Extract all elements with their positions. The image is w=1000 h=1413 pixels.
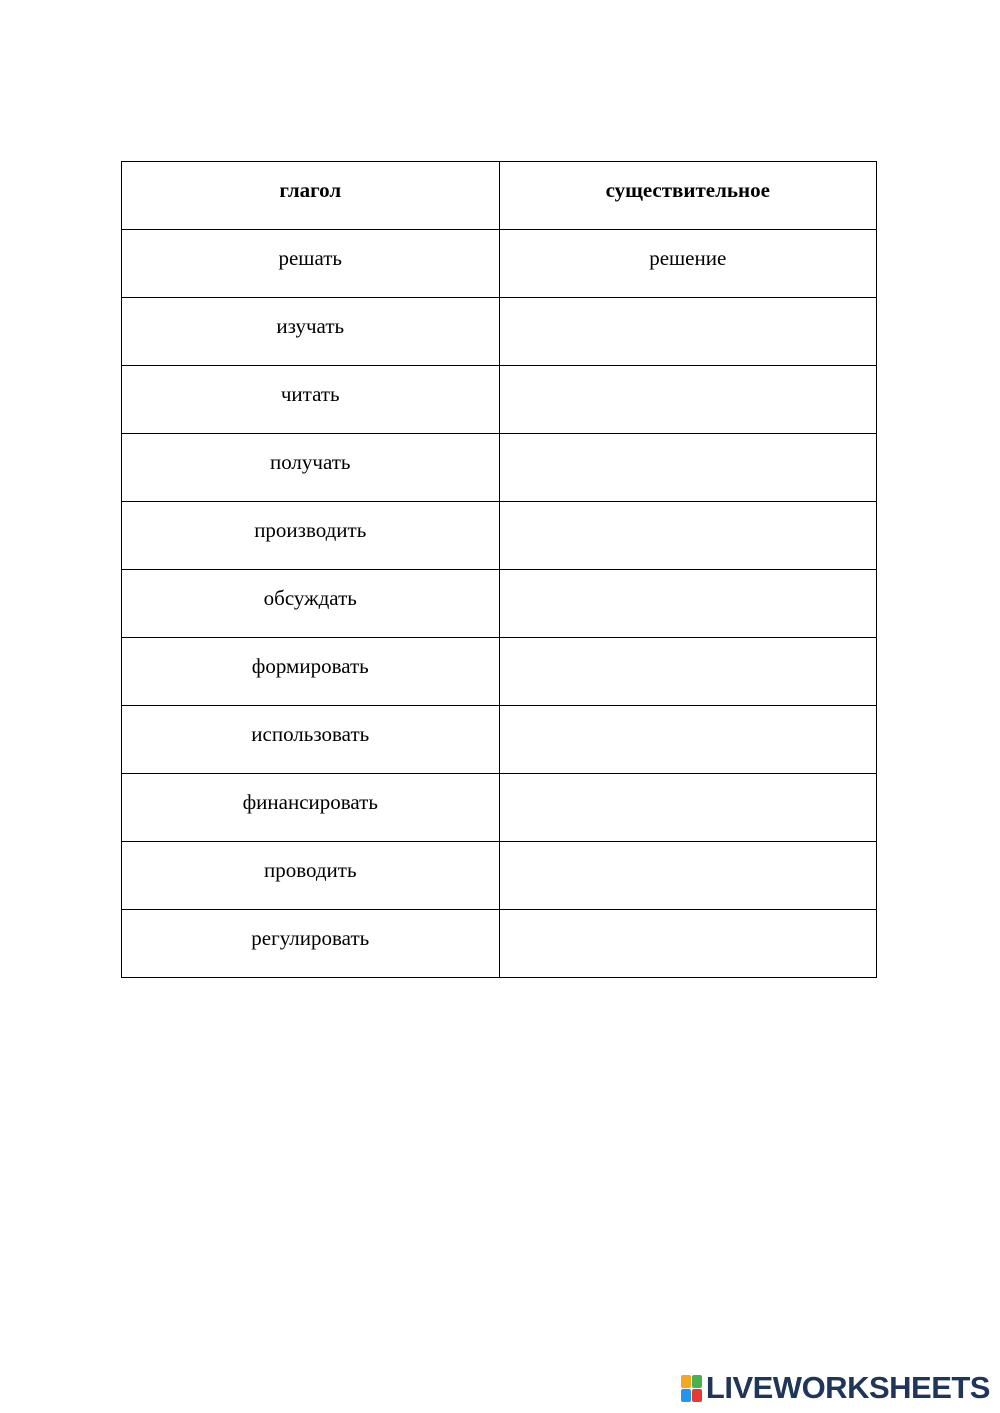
noun-answer-cell[interactable] <box>499 638 877 706</box>
verb-cell: обсуждать <box>122 570 500 638</box>
table-row <box>122 706 877 774</box>
logo-square <box>681 1375 691 1388</box>
table-row <box>122 434 877 502</box>
liveworksheets-brand <box>681 1370 990 1406</box>
noun-answer-cell[interactable] <box>499 298 877 366</box>
table-row <box>122 230 877 298</box>
logo-square <box>681 1389 691 1402</box>
table-row <box>122 638 877 706</box>
verb-cell: финансировать <box>122 774 500 842</box>
table-row <box>122 570 877 638</box>
verb-cell: формировать <box>122 638 500 706</box>
noun-answer-cell[interactable] <box>499 842 877 910</box>
verb-cell: производить <box>122 502 500 570</box>
noun-answer-cell[interactable] <box>499 570 877 638</box>
table-row <box>122 842 877 910</box>
noun-answer-cell[interactable] <box>499 366 877 434</box>
verb-cell: изучать <box>122 298 500 366</box>
table-row <box>122 366 877 434</box>
table-row <box>122 502 877 570</box>
table-row <box>122 910 877 978</box>
verb-cell: регулировать <box>122 910 500 978</box>
noun-answer-cell[interactable] <box>499 774 877 842</box>
verb-cell: решать <box>122 230 500 298</box>
noun-answer-cell[interactable] <box>499 502 877 570</box>
brand-name: LIVEWORKSHEETS <box>705 1370 990 1405</box>
logo-square <box>692 1389 702 1402</box>
verb-cell: проводить <box>122 842 500 910</box>
header-noun: существительное <box>499 162 877 230</box>
table-row <box>122 298 877 366</box>
verb-cell: получать <box>122 434 500 502</box>
table-header-row <box>122 162 877 230</box>
noun-answer-cell[interactable] <box>499 910 877 978</box>
noun-answer-cell[interactable] <box>499 434 877 502</box>
table-row <box>122 774 877 842</box>
logo-square <box>692 1375 702 1388</box>
verb-cell: читать <box>122 366 500 434</box>
liveworksheets-logo-icon <box>681 1375 702 1402</box>
header-verb: глагол <box>122 162 500 230</box>
noun-answer-cell[interactable] <box>499 706 877 774</box>
verb-noun-table <box>121 161 877 978</box>
verb-cell: использовать <box>122 706 500 774</box>
noun-answer-cell[interactable]: решение <box>499 230 877 298</box>
